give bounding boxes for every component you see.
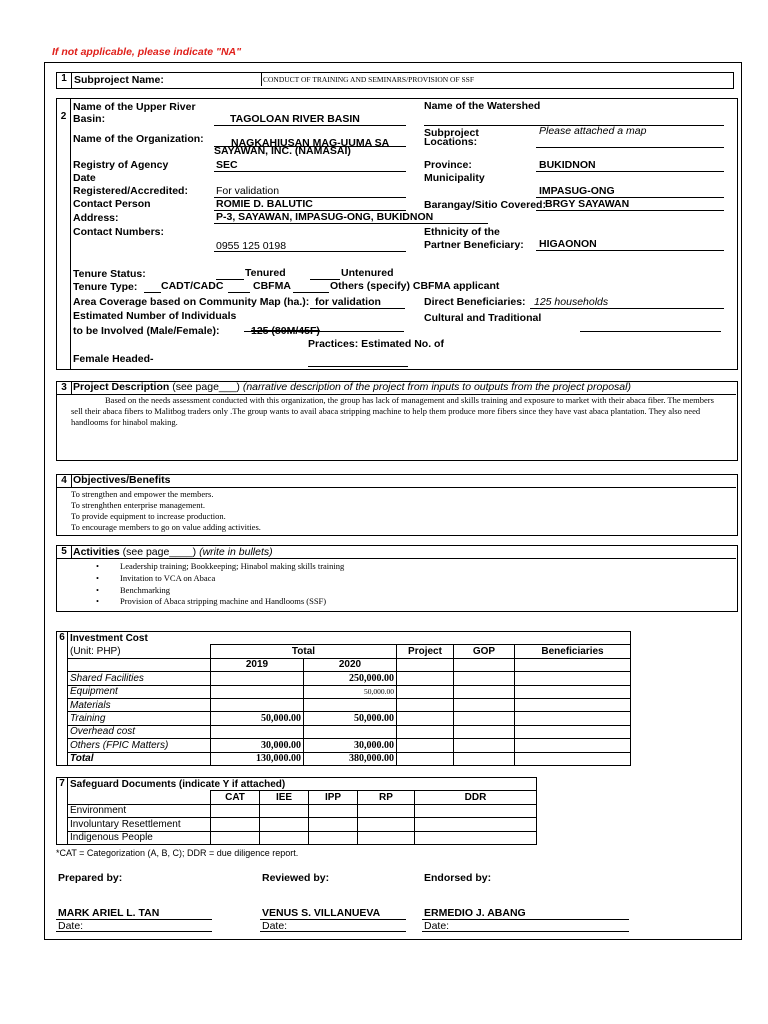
endorsed-date-line <box>422 931 629 932</box>
ethnicity-value: HIGAONON <box>539 238 597 250</box>
section-5-header-line <box>56 558 736 559</box>
safeguard-table <box>56 777 537 845</box>
est-label-2: to be Involved (Male/Female): <box>73 325 220 337</box>
cell-2019 <box>211 725 304 738</box>
address-label: Address: <box>73 212 119 224</box>
s6-col-total: Total <box>211 645 397 658</box>
objective-item: To encourage members to go on value adding activities. <box>71 522 261 532</box>
s6-blank <box>397 658 454 671</box>
cell-2020: 250,000.00 <box>304 672 397 685</box>
cell[interactable] <box>415 804 537 817</box>
s3-note: (narrative description of the project from inputs to outputs from the project proposal) <box>242 381 631 393</box>
s7-col: CAT <box>211 791 260 804</box>
numbers-line <box>214 251 406 252</box>
cell <box>454 739 515 752</box>
prepared-date-line <box>56 931 212 932</box>
table-row <box>57 804 537 817</box>
area-label: Area Coverage based on Community Map (ha.): <box>73 296 310 308</box>
cell <box>454 672 515 685</box>
s3-header <box>73 381 631 393</box>
cell <box>397 752 454 765</box>
section-number: 7 <box>57 778 68 845</box>
row-label: Training <box>68 712 211 725</box>
untenured-option: Untenured <box>341 267 394 279</box>
row-label: Equipment <box>68 685 211 698</box>
row-label: Overhead cost <box>68 725 211 738</box>
endorsed-label: Endorsed by: <box>424 872 492 884</box>
subproject-name-value: CONDUCT OF TRAINING AND SEMINARS/PROVISION OF SSF <box>263 75 475 84</box>
cell-2020 <box>304 725 397 738</box>
province-value: BUKIDNON <box>539 159 596 171</box>
cell-2020: 50,000.00 <box>304 712 397 725</box>
cell-2019: 50,000.00 <box>211 712 304 725</box>
section-number: 5 <box>57 546 72 558</box>
reviewed-date-line <box>260 931 406 932</box>
row-label: Total <box>68 752 211 765</box>
table-row <box>57 739 631 752</box>
est-value: 125 (80M/45F) <box>251 325 320 337</box>
registry-label: Registry of Agency <box>73 159 169 171</box>
endorsed-name: ERMEDIO J. ABANG <box>424 907 526 919</box>
ethnicity-label-2: Partner Beneficiary: <box>424 239 524 251</box>
cell-2020: 30,000.00 <box>304 739 397 752</box>
locations-label-1: Subproject <box>424 127 479 139</box>
reviewed-name: VENUS S. VILLANUEVA <box>262 907 381 919</box>
table-row <box>57 752 631 765</box>
s6-blank <box>68 658 211 671</box>
cell <box>454 725 515 738</box>
practices-label: Practices: Estimated No. of <box>308 338 444 350</box>
reg-acc-value: For validation <box>216 185 280 197</box>
s6-col-2019: 2019 <box>211 658 304 671</box>
activity-item: • Leadership training; Bookkeeping; Hinabol making skills training <box>96 561 345 571</box>
s7-col: IPP <box>309 791 358 804</box>
cell <box>397 725 454 738</box>
s6-blank <box>515 658 631 671</box>
cell[interactable] <box>260 804 309 817</box>
subproject-name-label: Subproject Name: <box>74 74 164 86</box>
cell <box>515 752 631 765</box>
activity-item: • Provision of Abaca stripping machine and Handlooms (SSF) <box>96 596 327 607</box>
locations-line <box>536 147 724 148</box>
barangay-line <box>536 210 724 211</box>
org-label: Name of the Organization: <box>73 133 204 145</box>
s3-title: Project Description <box>73 381 170 393</box>
table-row <box>57 831 537 844</box>
cadt-option: CADT/CADC <box>161 280 224 292</box>
upper-river-label: Name of the Upper River <box>73 101 196 113</box>
upper-river-label-2: Basin: <box>73 113 106 125</box>
s6-title: Investment Cost <box>68 632 631 645</box>
cell <box>454 752 515 765</box>
s6-blank <box>454 658 515 671</box>
s4-list <box>71 489 261 533</box>
province-line <box>536 171 724 172</box>
est-label-1: Estimated Number of Individuals <box>73 310 237 322</box>
cell <box>397 739 454 752</box>
investment-table <box>56 631 631 766</box>
objective-item: To provide equipment to increase production. <box>71 511 226 521</box>
locations-label-2: Locations: <box>424 136 478 148</box>
cell <box>454 685 515 698</box>
upper-river-value: TAGOLOAN RIVER BASIN <box>230 113 360 125</box>
cultural-line <box>580 331 721 332</box>
s6-col-2020: 2020 <box>304 658 397 671</box>
s5-title: Activities <box>73 546 120 558</box>
barangay-label: Barangay/Sitio Covered: <box>424 199 546 211</box>
area-value: for validation <box>315 296 381 308</box>
cell <box>397 712 454 725</box>
tenure-status-label: Tenure Status: <box>73 268 146 280</box>
s6-col-project: Project <box>397 645 454 658</box>
cell <box>454 698 515 711</box>
s5-see-page: (see page____) <box>122 546 197 558</box>
female-line <box>308 366 408 367</box>
reviewed-label: Reviewed by: <box>262 872 330 884</box>
section-number: 2 <box>57 99 71 369</box>
prepared-date: Date: <box>58 920 84 932</box>
cell <box>515 685 631 698</box>
s5-note: (write in bullets) <box>199 546 273 558</box>
endorsed-line <box>422 919 629 920</box>
cultural-label: Cultural and Traditional <box>424 312 542 324</box>
endorsed-date: Date: <box>424 920 450 932</box>
contact-label: Contact Person <box>73 198 151 210</box>
table-row <box>57 712 631 725</box>
cell[interactable] <box>260 831 309 844</box>
cell-2020: 380,000.00 <box>304 752 397 765</box>
cell-2019 <box>211 672 304 685</box>
cell[interactable] <box>211 804 260 817</box>
others-blank <box>293 292 329 293</box>
row-label: Involuntary Resettlement <box>68 818 211 831</box>
municipality-label: Municipality <box>424 172 485 184</box>
direct-line <box>530 308 724 309</box>
cell[interactable] <box>211 831 260 844</box>
date-label: Date <box>73 172 96 184</box>
cell[interactable] <box>309 804 358 817</box>
cell-2019: 30,000.00 <box>211 739 304 752</box>
s7-col: DDR <box>415 791 537 804</box>
cell <box>515 672 631 685</box>
table-row <box>57 698 631 711</box>
table-row <box>57 818 537 831</box>
s7-title: Safeguard Documents (indicate Y if attached) <box>68 778 537 791</box>
cell <box>515 712 631 725</box>
s7-col: IEE <box>260 791 309 804</box>
tenured-option: Tenured <box>245 267 286 279</box>
municipality-value: IMPASUG-ONG <box>539 185 615 197</box>
tenure-type-label: Tenure Type: <box>73 281 138 293</box>
cbfma-blank <box>228 292 250 293</box>
reg-acc-label: Registered/Accredited: <box>73 185 188 197</box>
prepared-name: MARK ARIEL L. TAN <box>58 907 160 919</box>
row-label: Materials <box>68 698 211 711</box>
cadt-blank <box>144 292 161 293</box>
others-option: Others (specify) CBFMA applicant <box>330 280 500 292</box>
address-line <box>214 223 488 224</box>
activity-item: • Benchmarking <box>96 584 171 595</box>
cell[interactable] <box>358 818 415 831</box>
female-label: Female Headed- <box>73 353 154 365</box>
prepared-label: Prepared by: <box>58 872 123 884</box>
section-number: 6 <box>57 632 68 766</box>
section-number: 4 <box>57 475 72 487</box>
s7-footnote: *CAT = Categorization (A, B, C); DDR = due diligence report. <box>56 848 299 858</box>
s5-list <box>96 561 344 608</box>
upper-river-line <box>214 125 406 126</box>
s7-col: RP <box>358 791 415 804</box>
table-row <box>57 725 631 738</box>
cell <box>515 725 631 738</box>
objective-item: To strenghthen enterprise management. <box>71 500 205 510</box>
cell-2020 <box>304 698 397 711</box>
cbfma-option: CBFMA <box>253 280 291 292</box>
section-4-header-line <box>56 487 736 488</box>
cell[interactable] <box>309 818 358 831</box>
objective-item: To strengthen and empower the members. <box>71 489 214 499</box>
cell-2019: 130,000.00 <box>211 752 304 765</box>
cell-2019 <box>211 685 304 698</box>
na-notice: If not applicable, please indicate "NA" <box>52 46 242 58</box>
numbers-label: Contact Numbers: <box>73 226 165 238</box>
row-label: Others (FPIC Matters) <box>68 739 211 752</box>
cell[interactable] <box>211 818 260 831</box>
section-number: 1 <box>57 73 72 88</box>
cell[interactable] <box>309 831 358 844</box>
org-line <box>214 146 406 147</box>
cell <box>515 698 631 711</box>
cell[interactable] <box>358 831 415 844</box>
cell-2019 <box>211 698 304 711</box>
s6-col-gop: GOP <box>454 645 515 658</box>
address-value: P-3, SAYAWAN, IMPASUG-ONG, BUKIDNON <box>216 211 434 223</box>
row-label: Environment <box>68 804 211 817</box>
registry-value: SEC <box>216 159 238 171</box>
s6-col-beneficiaries: Beneficiaries <box>515 645 631 658</box>
barangay-value: BRGY SAYAWAN <box>545 198 630 210</box>
cell <box>454 712 515 725</box>
registry-line <box>214 171 406 172</box>
direct-label: Direct Beneficiaries: <box>424 296 526 308</box>
section-1 <box>56 72 734 89</box>
cell <box>515 739 631 752</box>
locations-value: Please attached a map <box>539 125 647 137</box>
cell[interactable] <box>260 818 309 831</box>
cell[interactable] <box>358 804 415 817</box>
cell <box>397 698 454 711</box>
activity-item: • Invitation to VCA on Abaca <box>96 572 216 583</box>
cell <box>397 685 454 698</box>
row-label: Shared Facilities <box>68 672 211 685</box>
table-row <box>57 685 631 698</box>
area-line <box>310 308 405 309</box>
s6-unit: (Unit: PHP) <box>68 645 211 658</box>
row-label: Indigenous People <box>68 831 211 844</box>
watershed-label: Name of the Watershed <box>424 100 541 112</box>
contact-value: ROMIE D. BALUTIC <box>216 198 313 210</box>
org-value-2: SAYAWAN, INC. (NAMASAI) <box>214 145 351 157</box>
table-row <box>57 672 631 685</box>
s4-title: Objectives/Benefits <box>73 474 171 486</box>
cell[interactable] <box>415 831 537 844</box>
cell <box>397 672 454 685</box>
ethnicity-line <box>536 250 724 251</box>
s3-body: Based on the needs assessment conducted with this organization, the group has lack of management and skills training and exposure to market with their abaca fiber. The members sell their abaca fibers to Malitbog traders only .The group wants to avail abaca stripping machine to help them produce more fibers since they have vast abaca plantation. They also need handlooms for hinabol making. <box>71 395 714 427</box>
s5-header <box>73 546 273 558</box>
province-label: Province: <box>424 159 472 171</box>
ethnicity-label-1: Ethnicity of the <box>424 226 500 238</box>
s3-see-page: (see page___) <box>172 381 240 393</box>
cell-2020: 50,000.00 <box>304 685 397 698</box>
numbers-value: 0955 125 0198 <box>216 240 287 252</box>
direct-value: 125 households <box>534 296 609 308</box>
est-line <box>244 331 404 332</box>
section-number: 3 <box>57 382 72 394</box>
org-value-1: NAGKAHIUSAN MAG-UUMA SA <box>231 137 390 149</box>
s7-blank <box>68 791 211 804</box>
cell[interactable] <box>415 818 537 831</box>
reviewed-date: Date: <box>262 920 288 932</box>
